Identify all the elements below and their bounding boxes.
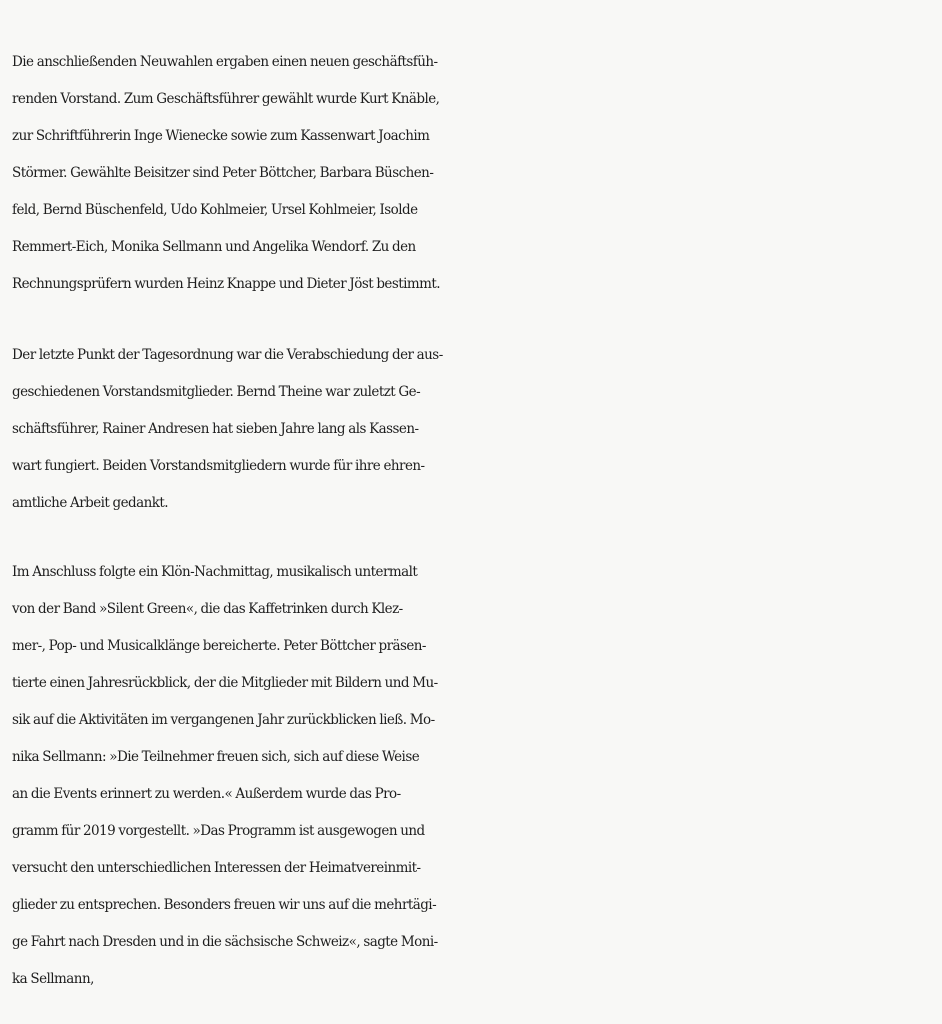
paragraph-neuwahlen [12,44,942,303]
text-line: Der letzte Punkt der Tagesordnung war die Verabschiedung der aus- [12,347,443,363]
text-line: ka Sellmann, [12,971,94,987]
text-line: Die anschließenden Neuwahlen ergaben einen neuen geschäftsfüh- [12,54,438,70]
text-line: amtliche Arbeit gedankt. [12,495,169,511]
text-line: Remmert-Eich, Monika Sellmann und Angelika Wendorf. Zu den [12,239,416,255]
paragraph-verabschiedung [12,337,942,522]
text-line: von der Band »Silent Green«, die das Kaffetrinken durch Klez- [12,601,403,617]
text-line: Störmer. Gewählte Beisitzer sind Peter Böttcher, Barbara Büschen- [12,165,434,181]
text-line: an die Events erinnert zu werden.« Außerdem wurde das Pro- [12,786,401,802]
text-line: Im Anschluss folgte ein Klön-Nachmittag, musikalisch untermalt [12,564,418,580]
text-line: tierte einen Jahresrückblick, der die Mitglieder mit Bildern und Mu- [12,675,438,691]
text-line: gramm für 2019 vorgestellt. »Das Programm ist ausgewogen und [12,823,425,839]
text-line: wart fungiert. Beiden Vorstandsmitgliedern wurde für ihre ehren- [12,458,425,474]
text-line: schäftsführer, Rainer Andresen hat sieben Jahre lang als Kassen- [12,421,419,437]
text-line: nika Sellmann: »Die Teilnehmer freuen sich, sich auf diese Weise [12,749,420,765]
text-line: ge Fahrt nach Dresden und in die sächsische Schweiz«, sagte Moni- [12,934,438,950]
text-line: geschiedenen Vorstandsmitglieder. Bernd Theine war zuletzt Ge- [12,384,421,400]
text-line: Rechnungsprüfern wurden Heinz Knappe und Dieter Jöst bestimmt. [12,276,440,292]
paragraph-kloen-nachmittag [12,554,942,998]
text-line: sik auf die Aktivitäten im vergangenen Jahr zurückblicken ließ. Mo- [12,712,435,728]
text-line: mer-, Pop- und Musicalklänge bereicherte. Peter Böttcher präsen- [12,638,426,654]
text-line: glieder zu entsprechen. Besonders freuen wir uns auf die mehrtägi- [12,897,437,913]
text-line: zur Schriftführerin Inge Wienecke sowie zum Kassenwart Joachim [12,128,430,144]
text-line: versucht den unterschiedlichen Interessen der Heimatvereinmit- [12,860,421,876]
text-line: feld, Bernd Büschenfeld, Udo Kohlmeier, Ursel Kohlmeier, Isolde [12,202,418,218]
text-line: renden Vorstand. Zum Geschäftsführer gewählt wurde Kurt Knäble, [12,91,440,107]
